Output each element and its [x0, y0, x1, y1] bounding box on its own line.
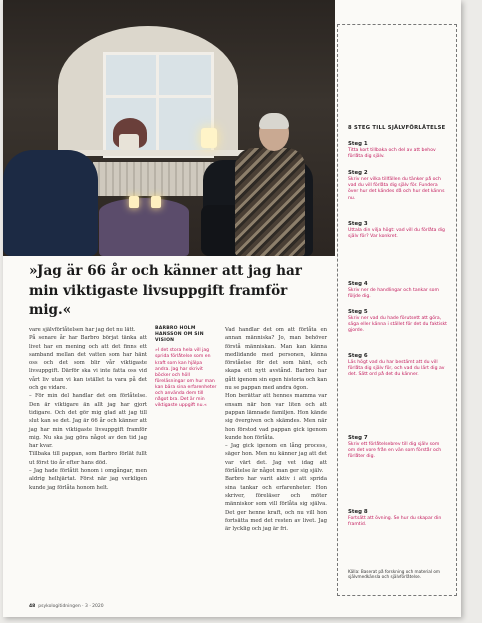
- vision-byline: BARBRO HOLM HANSSON OM SIN VISION: [155, 326, 204, 343]
- sidebar-heading: 8 STEG TILL SJÄLVFÖRLÅTELSE: [348, 125, 446, 131]
- lamp: [201, 128, 217, 148]
- step-7: Steg 7 Skriv ett förlåtelsebrev till dig själv som om det vore från en vän som förstår och förlåter dig.: [348, 435, 442, 460]
- step-4: Steg 4 Skriv ner de handlingar och tankar som följde dig.: [348, 281, 439, 300]
- page-footer: [29, 604, 104, 609]
- sidebar-source: Källa: Baserat på forskning och material om självmedkänsla och självförlåtelse.: [348, 569, 441, 580]
- magazine-page: [3, 0, 461, 617]
- window-sill: [73, 150, 248, 156]
- steps-sidebar: [337, 24, 457, 596]
- body-column-3: Vad handlar det om att förlåta en annan människa? Jo, man behöver förstå människan. Man kan känna medlidande med personen, känna förståelse för det som hänt, och skapa ett nytt avstånd. Barbro har gått igenom sin egen historia och kan nu se pappan med andra ögon. Hon berättar att hennes mamma var ensam när hon var liten och att pappan lämnade familjen. Hon kände sig övergiven och skämdes. Men när hon förstod vad pappan gick igenom kunde hon förlåta. – Jag gick igenom en lång process, säger hon. Men nu känner jag att det var värt det. Jag vet idag att förlåtelse är något man ger sig själv. Barbro har varit aktiv i att sprida sina tankar och erfarenheter. Hon skriver, föreläser och möter människor som vill förlåta sig själva. Det ger henne kraft, och nu vill hon fortsätta med det resten av livet. Jag är lycklig och jag är fri.: [225, 327, 327, 533]
- side-table: [99, 198, 189, 256]
- vision-box: [155, 326, 217, 409]
- person-hair: [259, 113, 289, 129]
- step-6: Steg 6 Läs högt vad du har bestämt att du vill förlåta dig själv för, och vad du lärt dig av det. Sätt ord på det du känner.: [348, 353, 445, 378]
- pull-quote-headline: »Jag är 66 år och känner att jag har min viktigaste livsuppgift framför mig.«: [29, 263, 302, 318]
- candle: [129, 196, 139, 208]
- candle: [151, 196, 161, 208]
- step-2: Steg 2 Skriv ner vilka tillfällen du tänker på och vad du vill förlåta dig själv för. Fundera över hur det kändes då och hur det känns nu.: [348, 170, 445, 201]
- page-number: 48: [29, 604, 36, 609]
- publication-name: psykologitidningen · 3 · 2020: [38, 604, 104, 609]
- armchair-left: [3, 150, 98, 256]
- step-8: Steg 8 Fortsätt att övning. Se hur du skapar din framtid.: [348, 509, 442, 528]
- step-3: Steg 3 Uttala din vilja högt: vad vill du förlåta dig själv för? Var konkret.: [348, 221, 445, 240]
- step-1: Steg 1 Titta kort tillbaka och del av att behov förlåta dig själv.: [348, 141, 436, 160]
- flower-pot: [119, 134, 139, 150]
- portrait-photo: [3, 0, 335, 256]
- person-cardigan: [235, 148, 305, 256]
- body-column-1: vare självförlåtelsen har jag det nu lätt. På senare år har Barbro börjat tänka att livet har en mening och att det finns ett samband mellan det vatten som har hänt oss och det som blir vår viktigaste livsuppgift. Därför ska vi inte fatta oss vid vårt liv utan vi kan istället ta vara på det och ge vidare. – För min del handlar det om förlåtelse. Den är viktigare än allt jag har gjort tidigare. Och det gör mig glad att jag till slut kan se det. Jag är 66 år och känner att jag har min viktigaste livsuppgift framför mig. Nu ska jag göra något av den tid jag har kvar. Tillbaka till pappan, som Barbro förlät fullt ut först tio år efter hans död. – Jag hade förlåtit honom i omgångar, men aldrig helhjärtat. Först när jag verkligen kunde jag förlåta honom helt.: [29, 327, 147, 491]
- step-5: Steg 5 Skriv ner vad du hade förutsett att göra, säga eller känna i stället för det du faktiskt gjorde.: [348, 309, 447, 334]
- vision-quote: »I det stora hela vill jag sprida förlåtelse som en kraft som kan hjälpa andra. Jag har skrivit böcker och höll föreläsningar om hur man kan bära sina erfarenheter och använda dem till något bra. Det är min viktigaste uppgift nu.«: [155, 348, 217, 409]
